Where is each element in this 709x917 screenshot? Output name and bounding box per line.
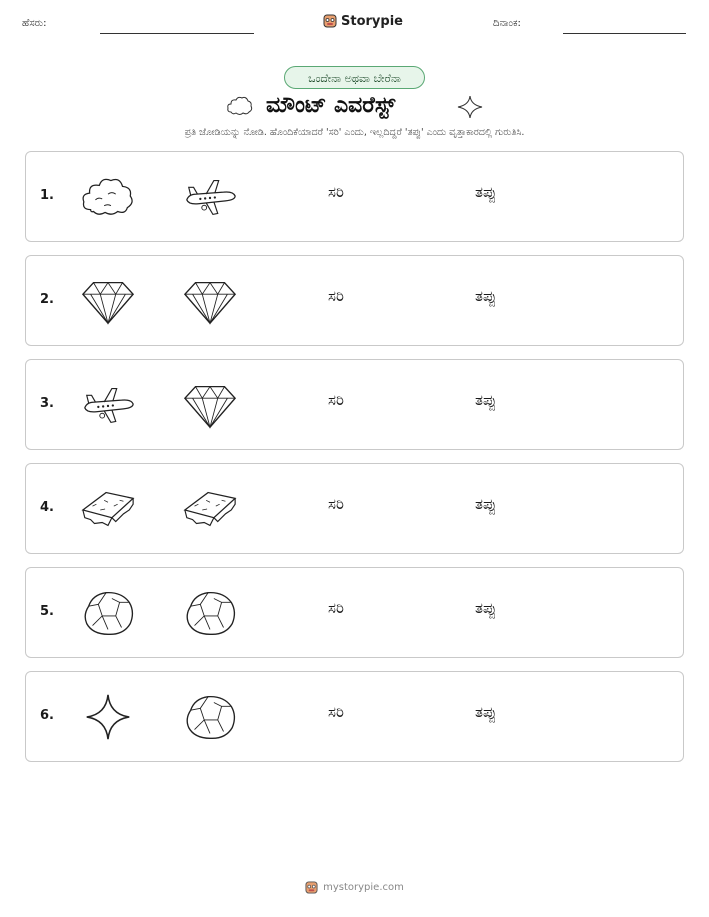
question-row	[25, 463, 684, 554]
stone-slab-icon	[181, 482, 239, 536]
storypie-mascot-icon	[323, 13, 337, 29]
option-wrong[interactable]: ತಪ್ಪು	[475, 495, 497, 513]
option-wrong[interactable]: ತಪ್ಪು	[475, 287, 497, 305]
instructions: ಪ್ರತಿ ಜೋಡಿಯನ್ನು ನೋಡಿ. ಹೊಂದಿಕೆಯಾದರೆ 'ಸರಿ' ಎಂದು, ಇಲ್ಲದಿದ್ದರೆ 'ತಪ್ಪು' ಎಂದು ವೃತ್ತಾಕಾರದಲ್ಲಿ ಗುರುತಿಸಿ.	[184, 127, 525, 138]
diamond-icon	[79, 274, 137, 328]
question-number: 2.	[40, 292, 54, 307]
sparkle-icon	[457, 95, 483, 119]
option-correct[interactable]: ಸರಿ	[328, 495, 344, 513]
diamond-icon	[181, 378, 239, 432]
option-wrong[interactable]: ತಪ್ಪು	[475, 703, 497, 721]
question-number: 1.	[40, 188, 54, 203]
cloud-icon	[79, 170, 137, 224]
stone-slab-icon	[79, 482, 137, 536]
name-field[interactable]	[100, 33, 254, 34]
option-correct[interactable]: ಸರಿ	[328, 183, 344, 201]
diamond-icon	[181, 274, 239, 328]
option-correct[interactable]: ಸರಿ	[328, 287, 344, 305]
question-row	[25, 567, 684, 658]
option-wrong[interactable]: ತಪ್ಪು	[475, 391, 497, 409]
page-title: ಮೌಂಟ್ ಎವರೆಸ್ಟ್	[266, 93, 396, 118]
option-correct[interactable]: ಸರಿ	[328, 599, 344, 617]
question-number: 6.	[40, 708, 54, 723]
date-label: ದಿನಾಂಕ:	[493, 18, 521, 29]
rock-icon	[181, 690, 239, 744]
option-wrong[interactable]: ತಪ್ಪು	[475, 599, 497, 617]
question-number: 3.	[40, 396, 54, 411]
question-row	[25, 359, 684, 450]
footer-url: mystorypie.com	[323, 882, 404, 893]
rock-icon	[79, 586, 137, 640]
question-row	[25, 151, 684, 242]
option-correct[interactable]: ಸರಿ	[328, 391, 344, 409]
storypie-mascot-icon	[305, 880, 318, 895]
cloud-icon	[226, 94, 253, 118]
question-row	[25, 671, 684, 762]
question-row	[25, 255, 684, 346]
option-correct[interactable]: ಸರಿ	[328, 703, 344, 721]
option-wrong[interactable]: ತಪ್ಪು	[475, 183, 497, 201]
date-field[interactable]	[563, 33, 686, 34]
question-number: 4.	[40, 500, 54, 515]
airplane-icon	[79, 378, 137, 432]
brand-logo	[323, 13, 403, 29]
sparkle-icon	[79, 690, 137, 744]
question-number: 5.	[40, 604, 54, 619]
name-label: ಹೆಸರು:	[22, 18, 47, 29]
worksheet-type-badge: ಒಂದೇನಾ ಅಥವಾ ಬೇರೆನಾ	[284, 66, 425, 89]
footer	[0, 880, 709, 895]
rock-icon	[181, 586, 239, 640]
brand-name: Storypie	[341, 13, 403, 29]
airplane-icon	[181, 170, 239, 224]
